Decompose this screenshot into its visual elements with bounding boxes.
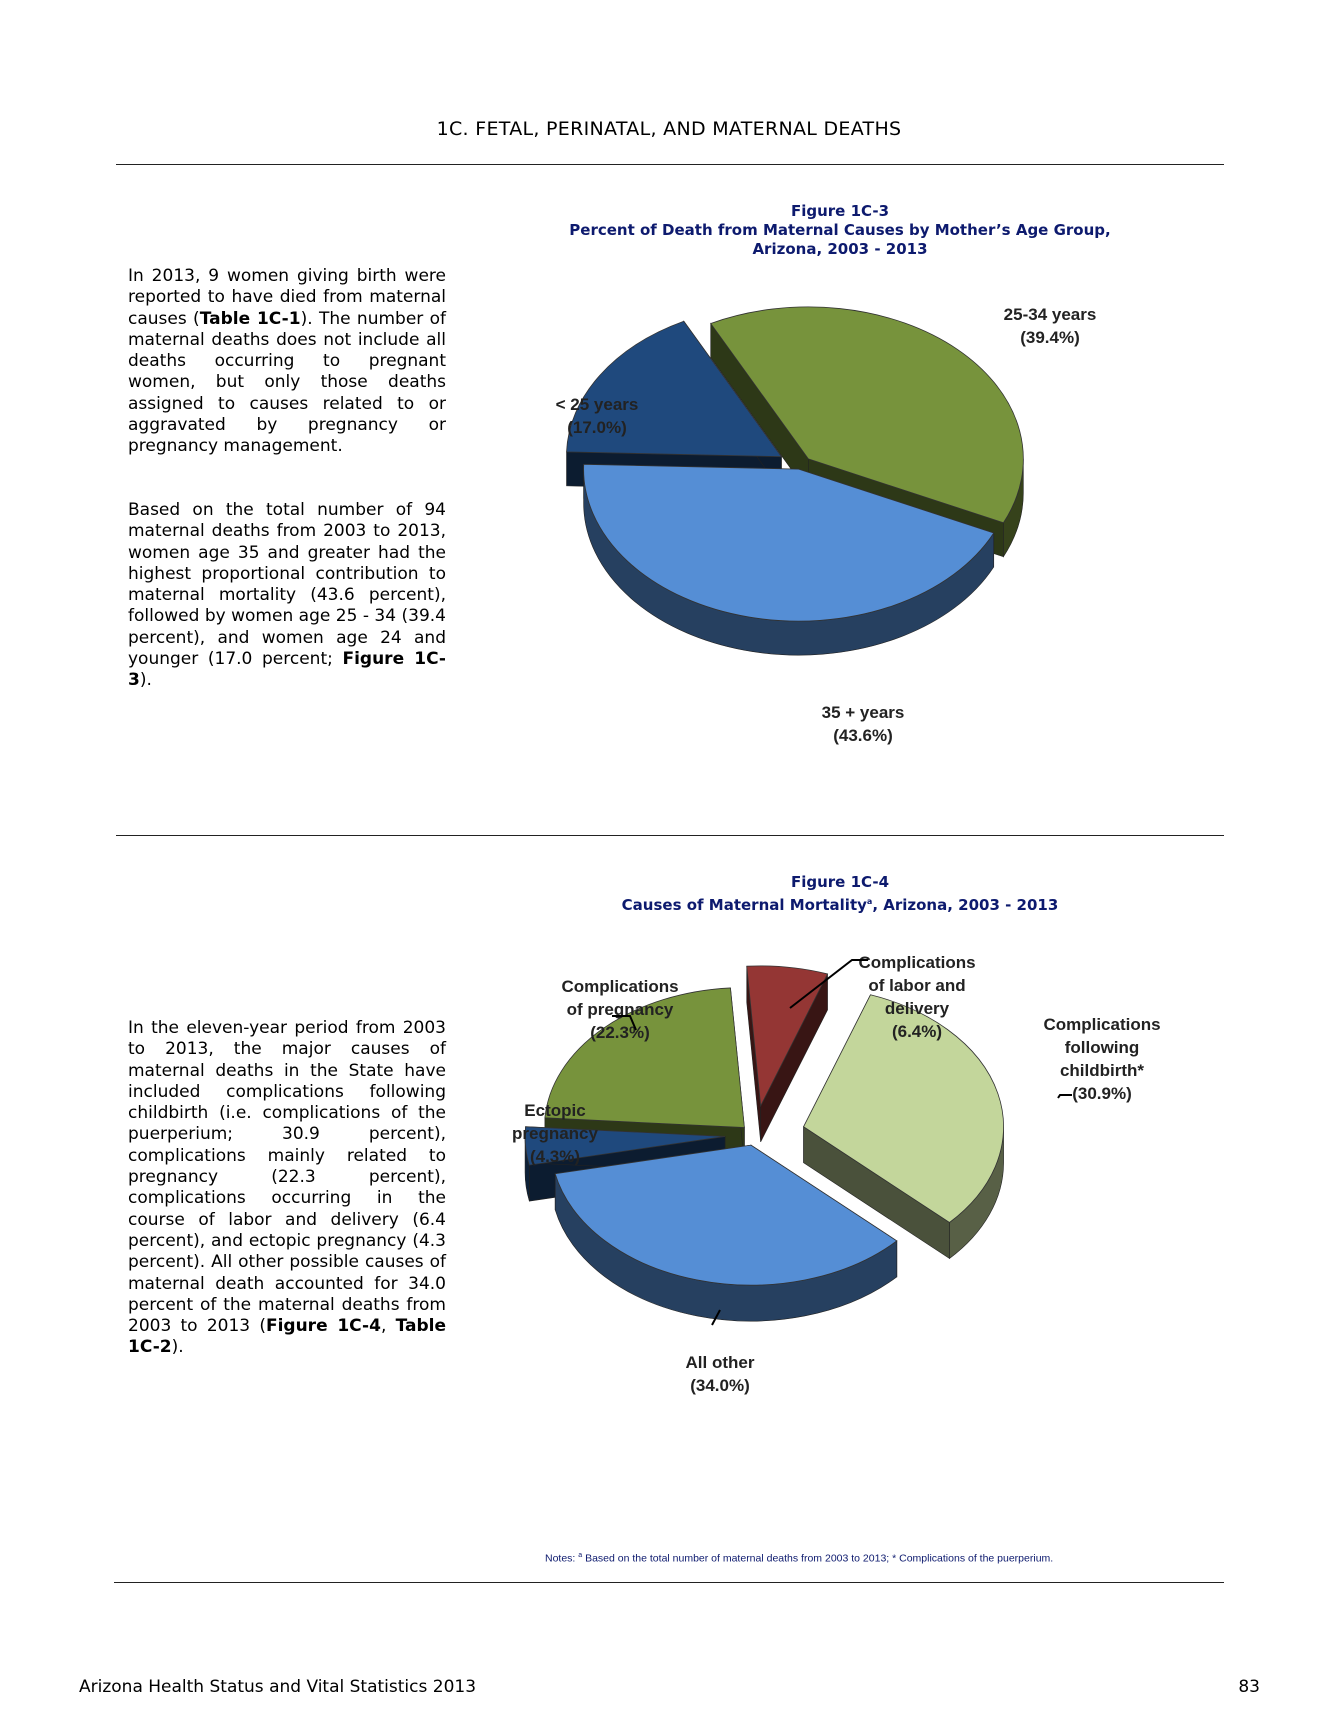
section-divider [116, 835, 1224, 836]
section1-paragraph-1 [128, 266, 446, 458]
figure-number: Figure 1C-3 [790, 202, 890, 220]
page-number: 83 [1238, 1677, 1260, 1697]
leader-line [1058, 1095, 1072, 1098]
label-25-34-years [1004, 305, 1097, 347]
figure-1c4-pie-chart [490, 940, 1190, 1420]
header-divider [116, 164, 1224, 165]
notes-divider [114, 1582, 1224, 1583]
svg-text:Complications: Complications [561, 977, 679, 996]
svg-text:25-34 years: 25-34 years [1003, 305, 1097, 324]
text: ). The number of maternal deaths does not include all deaths occurring to pregnant women, but only those deaths assigned to causes related to or aggravated by pregnancy or pregnancy management. [128, 308, 447, 457]
svg-text:(34.0%): (34.0%) [690, 1376, 750, 1395]
label-35-plus-years [822, 703, 905, 745]
svg-text:(6.4%): (6.4%) [891, 1022, 943, 1041]
label-all-other [686, 1353, 755, 1395]
page-header: 1C. FETAL, PERINATAL, AND MATERNAL DEATHS [436, 118, 902, 140]
footer-title: Arizona Health Status and Vital Statistics 2013 [79, 1677, 477, 1697]
svg-text:of labor and: of labor and [868, 976, 966, 995]
svg-text:(43.6%): (43.6%) [833, 726, 893, 745]
table-ref: Table 1C-1 [199, 308, 301, 329]
text: In the eleven-year period from 2003 to 2013, the major causes of maternal deaths in the State have included complications following childbirth (i.e. complications of the puerperium; 30.9 percent), complications mainly related to pregnancy (22.3 percent), complications occurring in the course of labor and delivery (6.4 percent), and ectopic pregnancy (4.3 percent). All other possible causes of maternal death accounted for 34.0 percent of the maternal deaths from 2003 to 2013 ( [128, 1018, 446, 1337]
svg-text:following: following [1064, 1038, 1140, 1057]
figure-number: Figure 1C-4 [790, 873, 890, 891]
text: ). [171, 1337, 184, 1358]
label-complications-following-childbirth [1043, 1015, 1160, 1103]
figure-title-line1: Percent of Death from Maternal Causes by Mother’s Age Group, [569, 221, 1111, 239]
figure-title-line2: Arizona, 2003 - 2013 [752, 240, 928, 258]
text: ). [139, 670, 152, 691]
svg-text:(17.0%): (17.0%) [567, 418, 627, 437]
figure-1c3-pie-chart [500, 280, 1140, 760]
svg-text:(30.9%): (30.9%) [1072, 1084, 1132, 1103]
figure-notes: Notes: $^a$ Based on the total number of maternal deaths from 2003 to 2013; * Complications of the puerperium. [545, 1552, 1054, 1565]
svg-text:< 25 years: < 25 years [555, 395, 639, 414]
figure-ref: Figure 1C-4 [265, 1316, 381, 1337]
section1-paragraph-2 [128, 500, 446, 692]
figure-1c4-title [540, 873, 1140, 915]
svg-text:Complications: Complications [1043, 1015, 1161, 1034]
figure-title: Causes of Maternal Mortality$^a$, Arizona, 2003 - 2013 [621, 896, 1059, 914]
svg-text:delivery: delivery [884, 999, 950, 1018]
figure-ref: Figure 1C-3 [128, 649, 446, 691]
svg-text:childbirth*: childbirth* [1059, 1061, 1145, 1080]
svg-text:All other: All other [685, 1353, 755, 1372]
svg-text:(4.3%): (4.3%) [529, 1147, 581, 1166]
svg-text:of pregnancy: of pregnancy [566, 1000, 674, 1019]
text: Based on the total number of 94 maternal deaths from 2003 to 2013, women age 35 and greater had the highest proportional contribution to maternal mortality (43.6 percent), followed by women age 25 - 34 (39.4 percent), and women age 24 and younger (17.0 percent; [128, 500, 446, 670]
section2-paragraph-1 [128, 1018, 446, 1359]
table-ref: Table 1C-2 [128, 1316, 446, 1358]
svg-text:(22.3%): (22.3%) [590, 1023, 650, 1042]
svg-text:Complications: Complications [858, 953, 976, 972]
figure-1c3-title [540, 202, 1140, 259]
svg-text:Ectopic: Ectopic [524, 1101, 586, 1120]
svg-text:35 + years: 35 + years [821, 703, 905, 722]
svg-text:(39.4%): (39.4%) [1020, 328, 1080, 347]
text: , [380, 1316, 396, 1337]
text: In 2013, 9 women giving birth were reported to have died from maternal causes ( [128, 266, 446, 329]
svg-text:pregnancy: pregnancy [512, 1124, 598, 1143]
